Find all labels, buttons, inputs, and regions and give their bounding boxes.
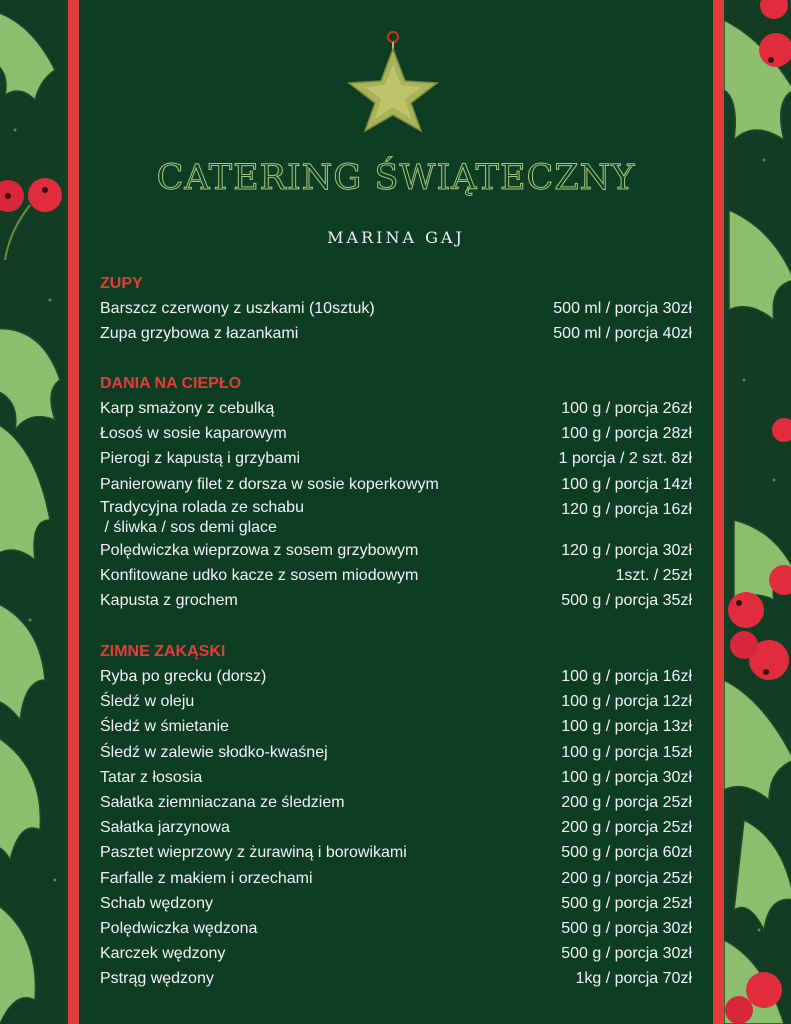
holly-leaves-icon xyxy=(0,0,68,1024)
menu-section-hot-dishes xyxy=(100,371,692,613)
page-subtitle: MARINA GAJ xyxy=(327,228,465,247)
menu-item xyxy=(100,815,692,840)
menu-item-price: 200 g / porcja 25zł xyxy=(561,793,692,811)
menu-item xyxy=(100,664,692,689)
menu-item-price: 120 g / porcja 30zł xyxy=(561,541,692,559)
menu-section-soups xyxy=(100,271,692,346)
menu-item xyxy=(100,563,692,588)
menu-item-name: Schab wędzony xyxy=(100,894,213,912)
menu-item-name: Pasztet wieprzowy z żurawiną i borowikami xyxy=(100,844,407,862)
menu-item-name: Sałatka ziemniaczana ze śledziem xyxy=(100,793,345,811)
menu-item-name: Śledź w śmietanie xyxy=(100,718,229,736)
menu-section-cold-appetizers xyxy=(100,639,692,991)
menu-item xyxy=(100,538,692,563)
menu-item-name: Panierowany filet z dorsza w sosie koperkowym xyxy=(100,475,439,493)
menu-item-price: 100 g / porcja 26zł xyxy=(561,400,692,417)
menu-item-price: 500 g / porcja 30zł xyxy=(561,945,692,963)
menu-item-price: 100 g / porcja 28zł xyxy=(561,425,692,443)
menu-item-name: Polędwiczka wieprzowa z sosem grzybowym xyxy=(100,541,419,559)
menu-item-name: Tatar z łososia xyxy=(100,768,203,786)
menu-item-name: Śledź w zalewie słodko-kwaśnej xyxy=(100,743,328,761)
section-title: DANIA NA CIEPŁO xyxy=(100,375,242,392)
menu-item-price: 1szt. / 25zł xyxy=(615,566,692,584)
menu-item-price: 100 g / porcja 13zł xyxy=(561,718,692,736)
menu-item xyxy=(100,472,692,497)
menu-item xyxy=(100,891,692,916)
menu-item xyxy=(100,790,692,815)
menu-item-name: Sałatka jarzynowa xyxy=(100,819,230,837)
menu-item-name: Pierogi z kapustą i grzybami xyxy=(100,450,301,468)
menu-item-price: 100 g / porcja 14zł xyxy=(561,475,692,493)
menu-item xyxy=(100,966,692,991)
menu-item-name: Polędwiczka wędzona xyxy=(100,919,258,937)
menu-item-price: 500 g / porcja 60zł xyxy=(561,844,692,862)
holly-leaves-icon xyxy=(724,0,791,1024)
menu-item xyxy=(100,916,692,941)
menu-item-name: Karczek wędzony xyxy=(100,945,226,963)
menu-item xyxy=(100,497,692,538)
menu-item-price: 100 g / porcja 15zł xyxy=(561,743,692,761)
menu-item-name: Barszcz czerwony z uszkami (10sztuk) xyxy=(100,300,375,317)
menu-item xyxy=(100,296,692,321)
menu-item-price: 1kg / porcja 70zł xyxy=(575,970,692,988)
section-title: ZUPY xyxy=(100,275,143,292)
menu-item-price: 1 porcja / 2 szt. 8zł xyxy=(558,450,692,468)
menu-item-price: 500 ml / porcja 40zł xyxy=(553,325,692,343)
star-ornament-icon xyxy=(345,25,441,135)
section-title: ZIMNE ZAKĄSKI xyxy=(100,643,226,660)
menu-item-price: 500 ml / porcja 30zł xyxy=(553,300,692,317)
menu-item-name: Kapusta z grochem xyxy=(100,592,238,610)
menu-item xyxy=(100,321,692,346)
menu-item-name: Śledź w oleju xyxy=(100,693,195,711)
menu-item-name: Tradycyjna rolada ze schabu / śliwka / sos demi glace xyxy=(100,498,304,536)
menu-item-price: 200 g / porcja 25zł xyxy=(561,869,692,887)
menu-item-name: Pstrąg wędzony xyxy=(100,970,214,988)
menu-item-price: 100 g / porcja 12zł xyxy=(561,693,692,711)
menu-item-price: 500 g / porcja 30zł xyxy=(561,919,692,937)
right-red-stripe xyxy=(713,0,724,1024)
menu-item-name: Ryba po grecku (dorsz) xyxy=(100,668,267,685)
menu-item xyxy=(100,765,692,790)
menu-item-price: 100 g / porcja 16zł xyxy=(561,668,692,685)
menu-item xyxy=(100,941,692,966)
menu-item-name: Karp smażony z cebulką xyxy=(100,400,275,417)
page-title: CATERING ŚWIĄTECZNY xyxy=(156,158,636,198)
menu-item xyxy=(100,714,692,739)
menu-item xyxy=(100,689,692,714)
menu-item xyxy=(100,588,692,613)
menu-item xyxy=(100,396,692,421)
menu-item-name: Farfalle z makiem i orzechami xyxy=(100,869,313,887)
menu-item xyxy=(100,840,692,865)
menu-item-name: Łosoś w sosie kaparowym xyxy=(100,425,287,443)
menu-item-price: 100 g / porcja 30zł xyxy=(561,768,692,786)
left-red-stripe xyxy=(68,0,79,1024)
menu-item xyxy=(100,740,692,765)
menu-item xyxy=(100,421,692,446)
left-holly-border xyxy=(0,0,68,1024)
menu-item-price: 120 g / porcja 16zł xyxy=(561,500,692,518)
menu-item xyxy=(100,446,692,471)
menu-item-price: 200 g / porcja 25zł xyxy=(561,819,692,837)
menu-item-price: 500 g / porcja 25zł xyxy=(561,894,692,912)
menu-item-price: 500 g / porcja 35zł xyxy=(561,592,692,610)
menu-item xyxy=(100,866,692,891)
right-holly-border xyxy=(724,0,791,1024)
menu-item-name: Konfitowane udko kacze z sosem miodowym xyxy=(100,566,419,584)
menu-item-name: Zupa grzybowa z łazankami xyxy=(100,325,299,343)
